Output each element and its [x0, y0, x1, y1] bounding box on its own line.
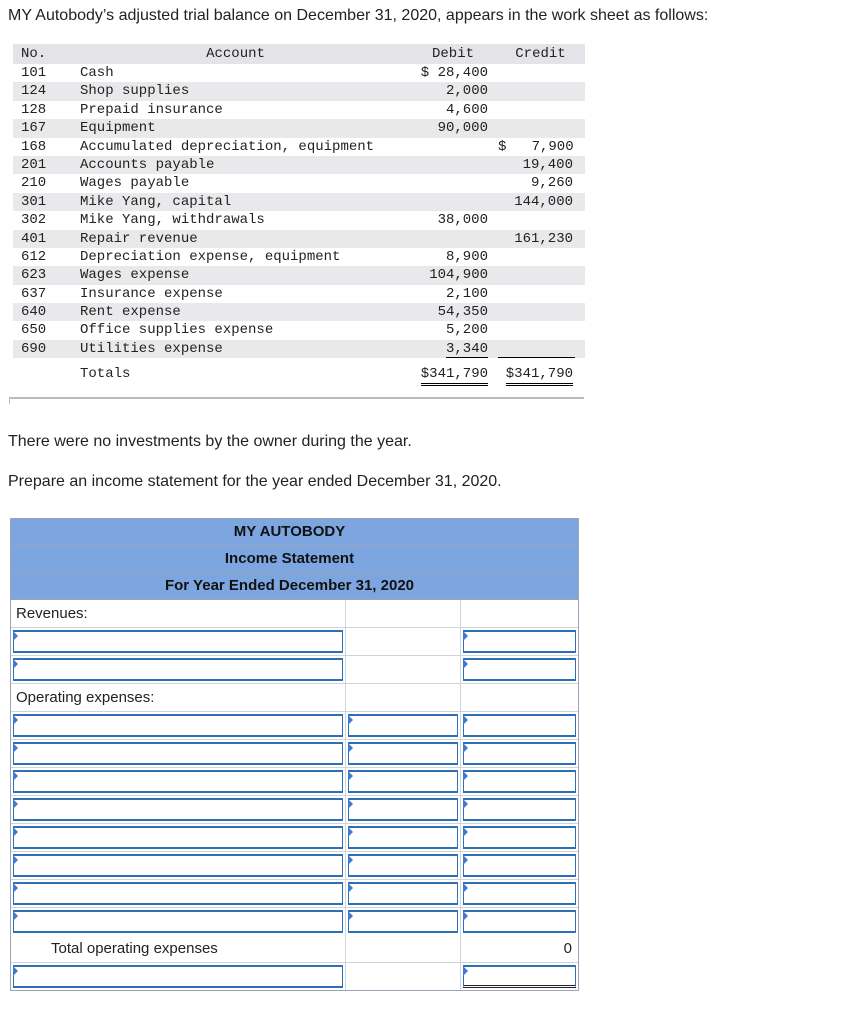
revenue-account-input[interactable]: [13, 630, 343, 653]
trial-balance-row: [13, 119, 585, 137]
expense-total-input[interactable]: [463, 798, 576, 821]
expense-amount-input[interactable]: [348, 882, 458, 905]
expense-account-input[interactable]: [13, 882, 343, 905]
expense-total-input[interactable]: [463, 826, 576, 849]
trial-balance-row: [13, 193, 585, 211]
expense-row: [11, 768, 578, 796]
revenue-row: [11, 628, 578, 656]
row-account: Equipment: [80, 120, 156, 137]
row-no: 168: [21, 138, 47, 155]
row-no: 401: [21, 230, 47, 247]
row-no: 650: [21, 322, 47, 339]
row-no: 210: [21, 175, 47, 192]
net-income-row: [11, 963, 578, 990]
row-debit: 8,900: [445, 248, 488, 265]
expense-account-input[interactable]: [13, 798, 343, 821]
expense-row: [11, 796, 578, 824]
income-statement-form: [10, 518, 579, 991]
row-no: 167: [21, 120, 47, 137]
trial-balance-row: [13, 156, 585, 174]
row-account: Shop supplies: [80, 83, 190, 100]
trial-balance-row: [13, 174, 585, 192]
expense-account-input[interactable]: [13, 854, 343, 877]
row-debit: 90,000: [437, 120, 488, 137]
row-no: 637: [21, 285, 47, 302]
totals-label: Totals: [80, 366, 131, 383]
trial-balance-row: [13, 82, 585, 100]
row-no: 612: [21, 248, 47, 265]
expense-row: [11, 880, 578, 908]
expense-amount-input[interactable]: [348, 770, 458, 793]
row-credit: 9,260: [530, 175, 573, 192]
expense-total-input[interactable]: [463, 882, 576, 905]
header-debit: Debit: [431, 46, 474, 62]
row-account: Depreciation expense, equipment: [80, 248, 341, 265]
expense-account-input[interactable]: [13, 742, 343, 765]
row-account: Wages payable: [80, 175, 190, 192]
expense-amount-input[interactable]: [348, 742, 458, 765]
row-no: 690: [21, 340, 47, 357]
row-account: Insurance expense: [80, 285, 223, 302]
statement-period-header: For Year Ended December 31, 2020: [11, 573, 578, 600]
instruction-text: Prepare an income statement for the year ended December 31, 2020.: [8, 473, 502, 490]
row-debit: 38,000: [437, 212, 488, 229]
expense-total-input[interactable]: [463, 770, 576, 793]
row-debit: 4,600: [445, 101, 488, 118]
row-account: Rent expense: [80, 304, 181, 321]
row-account: Mike Yang, capital: [80, 193, 232, 210]
row-account: Accumulated depreciation, equipment: [80, 138, 375, 155]
expense-total-input[interactable]: [463, 742, 576, 765]
trial-balance-row: [13, 340, 585, 358]
expense-account-input[interactable]: [13, 714, 343, 737]
trial-balance-row: [13, 303, 585, 321]
revenue-amount-input[interactable]: [463, 658, 576, 681]
header-credit: Credit: [515, 46, 566, 62]
trial-balance-footer-rule: [9, 397, 584, 404]
row-credit: $ 7,900: [498, 138, 574, 155]
revenue-row: [11, 656, 578, 684]
expense-rows: [11, 712, 578, 935]
row-no: 302: [21, 212, 47, 229]
total-operating-expenses-label: Total operating expenses: [51, 940, 218, 957]
expense-account-input[interactable]: [13, 770, 343, 793]
expense-amount-input[interactable]: [348, 714, 458, 737]
revenue-amount-input[interactable]: [463, 630, 576, 653]
row-credit: 161,230: [514, 230, 573, 247]
expense-amount-input[interactable]: [348, 798, 458, 821]
trial-balance-row: [13, 321, 585, 339]
trial-balance-row: [13, 101, 585, 119]
total-operating-expenses-value: 0: [563, 940, 572, 957]
expense-row: [11, 908, 578, 935]
note-text: There were no investments by the owner during the year.: [8, 433, 412, 450]
expense-account-input[interactable]: [13, 826, 343, 849]
row-debit: 3,340: [445, 340, 488, 357]
net-income-label-input[interactable]: [13, 965, 343, 988]
operating-expenses-label-row: [11, 684, 578, 712]
row-account: Repair revenue: [80, 230, 198, 247]
trial-balance-row: [13, 211, 585, 229]
row-credit: 144,000: [514, 193, 573, 210]
totals-debit: $341,790: [421, 366, 488, 386]
row-debit: 104,900: [429, 267, 488, 284]
row-no: 201: [21, 156, 47, 173]
row-account: Utilities expense: [80, 340, 223, 357]
row-debit: 54,350: [437, 304, 488, 321]
trial-balance-row: [13, 64, 585, 82]
expense-row: [11, 852, 578, 880]
header-account: Account: [206, 46, 265, 62]
row-debit: 2,100: [445, 285, 488, 302]
trial-balance-header: [13, 44, 585, 64]
revenues-label-row: [11, 600, 578, 628]
expense-total-input[interactable]: [463, 854, 576, 877]
row-account: Wages expense: [80, 267, 190, 284]
expense-amount-input[interactable]: [348, 854, 458, 877]
trial-balance-body: [13, 64, 585, 358]
row-no: 640: [21, 304, 47, 321]
net-income-amount-input[interactable]: [463, 965, 576, 988]
expense-row: [11, 824, 578, 852]
row-credit: 19,400: [522, 156, 573, 173]
row-debit: 5,200: [445, 322, 488, 339]
trial-balance-row: [13, 230, 585, 248]
expense-amount-input[interactable]: [348, 910, 458, 933]
row-account: Mike Yang, withdrawals: [80, 212, 265, 229]
question-intro: MY Autobody’s adjusted trial balance on December 31, 2020, appears in the work sheet as follows:: [8, 7, 709, 24]
totals-credit: $341,790: [506, 366, 573, 386]
revenue-account-input[interactable]: [13, 658, 343, 681]
expense-total-input[interactable]: [463, 910, 576, 933]
expense-amount-input[interactable]: [348, 826, 458, 849]
company-name-header: MY AUTOBODY: [11, 519, 578, 546]
row-no: 623: [21, 267, 47, 284]
row-no: 101: [21, 65, 47, 81]
row-account: Cash: [80, 65, 114, 81]
row-debit: $ 28,400: [420, 65, 488, 81]
trial-balance-totals: [13, 364, 585, 384]
header-no: No.: [21, 46, 47, 62]
expense-total-input[interactable]: [463, 714, 576, 737]
expense-account-input[interactable]: [13, 910, 343, 933]
row-no: 128: [21, 101, 47, 118]
row-account: Office supplies expense: [80, 322, 274, 339]
trial-balance-row: [13, 248, 585, 266]
trial-balance-table: [13, 44, 585, 384]
total-operating-expenses-row: [11, 935, 578, 963]
row-account: Accounts payable: [80, 156, 215, 173]
revenues-label: Revenues:: [16, 605, 88, 622]
operating-expenses-label: Operating expenses:: [16, 689, 155, 706]
row-account: Prepaid insurance: [80, 101, 223, 118]
row-no: 124: [21, 83, 47, 100]
row-no: 301: [21, 193, 47, 210]
expense-row: [11, 712, 578, 740]
row-debit: 2,000: [445, 83, 488, 100]
statement-title-header: Income Statement: [11, 546, 578, 573]
trial-balance-row: [13, 285, 585, 303]
expense-row: [11, 740, 578, 768]
trial-balance-row: [13, 266, 585, 284]
trial-balance-row: [13, 138, 585, 156]
